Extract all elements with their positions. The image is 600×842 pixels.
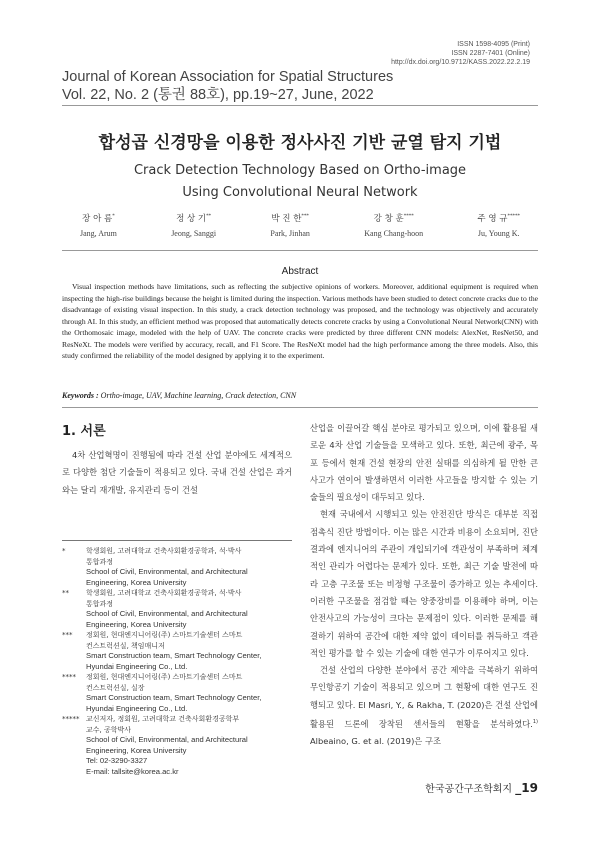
author-affil-mark: * <box>112 213 115 220</box>
footnote <box>62 588 292 630</box>
header-divider <box>62 105 538 106</box>
footnotes <box>62 546 292 777</box>
keywords-list: Ortho-image, UAV, Machine learning, Crack detection, CNN <box>100 391 297 400</box>
keywords <box>62 391 538 400</box>
journal-name: Journal of Korean Association for Spatial Structures <box>62 69 394 85</box>
author <box>477 212 520 238</box>
page-separator: _ <box>515 781 522 795</box>
author-affil-mark: ***** <box>507 213 520 220</box>
author-name-en: Jang, Arum <box>80 229 117 238</box>
doi-link[interactable]: http://dx.doi.org/10.9712/KASS.2022.22.2.19 <box>391 59 530 66</box>
footnote-line: Engineering, Korea University <box>86 745 187 755</box>
footnote-mark: ***** <box>62 715 80 723</box>
journal-header <box>62 68 393 104</box>
body-text: 건설 산업의 다양한 분야에서 공간 제약을 극복하기 위하여 무인항공기 기술이 적용되고 있으며 그 현황에 대한 연구도 진행되고 있다. El Masri, Y., & Rakha, T. (2020)은 건설 산업에 활용된 드론에 장착된 센서들의 현황을 분석하였다. <box>310 665 538 729</box>
footnote-line: Smart Construction team, Smart Technology Center, <box>86 693 262 702</box>
abstract-heading: Abstract <box>281 266 319 277</box>
issn-online: ISSN 2287-7401 (Online) <box>451 50 530 57</box>
author-affil-mark: ** <box>206 213 212 220</box>
page-number: 19 <box>521 781 538 795</box>
author-name-en: Park, Jinhan <box>270 229 310 238</box>
issn-print: ISSN 1598-4095 (Print) <box>457 41 530 48</box>
footnote <box>62 546 292 588</box>
author-name-ko: 정 상 기 <box>176 214 207 224</box>
body-text: Albeaino, G. et al. (2019)은 구조 <box>310 736 441 747</box>
footnote-line: Engineering, Korea University <box>86 619 187 629</box>
title-english-line-2: Using Convolutional Neural Network <box>182 185 418 200</box>
footnote-line: 정회원, 현대엔지니어링(주) 스마트기술센터 스마트 <box>86 631 243 639</box>
footnote-line: 교수, 공학박사 <box>86 725 132 734</box>
footnote-line: School of Civil, Environmental, and Architectural <box>86 735 248 744</box>
author-name-en: Jeong, Sanggi <box>171 229 217 238</box>
footnote-line: Smart Construction team, Smart Technology Center, <box>86 651 262 660</box>
title-korean: 합성곱 신경망을 이용한 정사사진 기반 균열 탐지 기법 <box>98 133 502 153</box>
footnote-line: 학생회원, 고려대학교 건축사회환경공학과, 석·박사 <box>86 547 242 555</box>
footnote-line: 통합과정 <box>86 599 114 608</box>
authors-divider <box>62 250 538 251</box>
footnote-phone: Tel: 02-3290-3327 <box>86 756 148 765</box>
left-column <box>62 420 292 499</box>
keywords-label: Keywords : <box>62 391 99 400</box>
footnote-line: 컨스트럭션실, 책임매니저 <box>86 641 165 650</box>
footnote-line: 정회원, 현대엔지니어링(주) 스마트기술센터 스마트 <box>86 673 243 681</box>
footnote-line: Hyundai Engineering Co., Ltd. <box>86 661 188 671</box>
reference-mark: 1) <box>532 719 538 726</box>
journal-volume: Vol. 22, No. 2 (통권 88호), pp.19~27, June, 2022 <box>62 87 374 103</box>
author-affil-mark: *** <box>301 213 309 220</box>
footnote-line: Hyundai Engineering Co., Ltd. <box>86 703 188 713</box>
author-name-ko: 장 아 름 <box>82 214 113 224</box>
footnote-email[interactable]: E-mail: tallsite@korea.ac.kr <box>86 766 179 776</box>
footnote <box>62 672 292 714</box>
body-paragraph: 산업을 이끌어갈 핵심 분야로 평가되고 있으며, 이에 활용될 새로운 4차 산업 기술들을 모색하고 있다. 또한, 최근에 광주, 목포 등에서 현재 건설 현장의 안전 실태를 의심하게 될 만한 큰 사고가 연이어 발생하면서 이러한 사고들을 방지할 수 있는 기술들의 필요성이 대두되고 있다. <box>310 423 538 503</box>
author <box>270 212 310 238</box>
footnote-line: 교신저자, 정회원, 고려대학교 건축사회환경공학부 <box>86 715 240 723</box>
keywords-divider <box>62 407 538 408</box>
author-name-en: Kang Chang-hoon <box>364 229 424 238</box>
footnote-mark: * <box>62 547 66 555</box>
footnote <box>62 630 292 672</box>
author-name-ko: 강 창 훈 <box>373 214 404 224</box>
footnote-divider <box>62 540 292 541</box>
footnote-line: Engineering, Korea University <box>86 577 187 587</box>
abstract-body: Visual inspection methods have limitations, such as reflecting the subjective opinions of workers. Moreover, additional equipment is required when inspecting the high-rise buildings because the height is limited during the inspection. Various methods have been studied to detect concrete cracks due to the disadvantage of existing visual inspection. In this study, a crack detection technology was proposed, and the technology was objectively and accurately through AI. In this study, an efficient method was proposed that automatically detects concrete cracks by using a Convolutional Neural Network(CNN) with the Orthomosaic image, modeled with the help of UAV. The concrete cracks were predicted by three different CNN models: AlexNet, ResNet50, and ResNeXt. The models were verified by accuracy, recall, and F1 Score. The ResNeXt model had the high performance among the three models. Also, this study confirmed the reliability of the model designed by applying it to the experiment. <box>62 282 538 360</box>
author-name-en: Ju, Young K. <box>477 229 520 238</box>
body-paragraph: 현재 국내에서 시행되고 있는 안전진단 방식은 대부분 직접 점촉식 진단 방법이다. 이는 많은 시간과 비용이 소요되며, 진단 결과에 엔지니어의 주관이 개입되기에 객관성이 부족하며 체계적인 관리가 어렵다는 문제가 있다. 또한, 최근 기술 발전에 따라 고층 구조물 또는 비정형 구조물이 증가하고 있는 추세이다. 이러한 구조물을 점검할 때는 양중장비를 이용해야 하며, 이는 안전사고의 가능성이 크다는 문제점이 있다. 이러한 문제를 해결하기 위하여 공간에 대한 제약 없이 데이터를 취득하고 객관적인 평가를 할 수 있는 기술에 대한 연구가 이루어지고 있다. <box>310 509 538 658</box>
section-heading: 1. 서론 <box>62 424 106 439</box>
footnote-line: 통합과정 <box>86 557 114 566</box>
footnote-mark: *** <box>62 631 73 639</box>
footnote-line: School of Civil, Environmental, and Architectural <box>86 609 248 618</box>
footnote <box>62 714 292 777</box>
author <box>364 212 423 238</box>
author-list <box>62 212 538 238</box>
author <box>171 212 216 238</box>
footer-journal: 한국공간구조학회지 <box>425 784 513 795</box>
footnote-mark: **** <box>62 673 76 681</box>
footnote-line: School of Civil, Environmental, and Architectural <box>86 567 248 576</box>
issn-block <box>391 40 530 67</box>
body-paragraph: 4차 산업혁명이 진행됨에 따라 건설 산업 분야에도 세계적으로 다양한 첨단 기술들이 적용되고 있다. 국내 건설 산업은 과거와는 달리 재개발, 유지관리 등이 건설 <box>62 450 292 495</box>
body-paragraph <box>310 662 538 750</box>
author-name-ko: 주 영 규 <box>477 214 508 224</box>
footnote-mark: ** <box>62 589 69 597</box>
title-english <box>0 160 600 204</box>
right-column <box>310 420 538 750</box>
footnote-line: 학생회원, 고려대학교 건축사회환경공학과, 석·박사 <box>86 589 242 597</box>
title-english-line-1: Crack Detection Technology Based on Ortho-image <box>133 163 467 178</box>
author-name-ko: 박 진 한 <box>271 214 302 224</box>
author <box>80 212 117 238</box>
footnote-line: 컨스트럭션실, 실장 <box>86 683 145 692</box>
author-affil-mark: **** <box>403 213 414 220</box>
page-footer <box>425 780 538 795</box>
